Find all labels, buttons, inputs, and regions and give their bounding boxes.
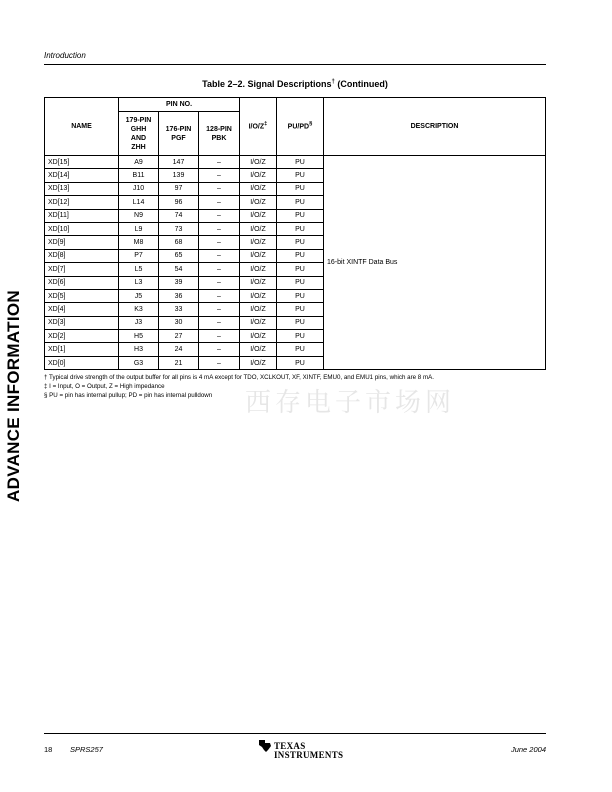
table-title-mark: †	[331, 79, 335, 85]
cell-pin176: 74	[159, 209, 199, 222]
footnote-drive-strength: † Typical drive strength of the output buffer for all pins is 4 mA except for TDO, XCLKOUT, XF, XINTF, EMU0, and EMU1 pins, which are 8 mA.	[44, 374, 434, 381]
cell-pin176: 65	[159, 249, 199, 262]
cell-pin176: 24	[159, 343, 199, 356]
header-io-mark: ‡	[264, 121, 268, 128]
cell-pin179: G3	[119, 356, 159, 369]
cell-pin179: L3	[119, 276, 159, 289]
header-179-line: 179-PIN	[125, 116, 152, 124]
header-176-line: PGF	[171, 134, 186, 142]
cell-pin176: 33	[159, 303, 199, 316]
watermark: 西存电子市场网	[245, 388, 456, 418]
cell-name: XD[6]	[45, 276, 119, 289]
cell-io: I/O/Z	[240, 236, 277, 249]
cell-pin128: –	[199, 263, 240, 276]
cell-pin176: 147	[159, 156, 199, 169]
cell-pin179: H3	[119, 343, 159, 356]
cell-io: I/O/Z	[240, 330, 277, 343]
cell-name: XD[15]	[45, 156, 119, 169]
cell-pin128: –	[199, 276, 240, 289]
cell-pin176: 96	[159, 196, 199, 209]
cell-pin176: 30	[159, 316, 199, 329]
cell-io: I/O/Z	[240, 209, 277, 222]
cell-pin179: A9	[119, 156, 159, 169]
cell-pin128: –	[199, 249, 240, 262]
cell-pin179: P7	[119, 249, 159, 262]
cell-io: I/O/Z	[240, 196, 277, 209]
cell-name: XD[4]	[45, 303, 119, 316]
cell-pin179: J5	[119, 289, 159, 302]
cell-pin176: 97	[159, 182, 199, 195]
cell-pin176: 54	[159, 263, 199, 276]
texas-state-icon	[258, 739, 272, 753]
cell-pu: PU	[277, 303, 324, 316]
cell-pu: PU	[277, 289, 324, 302]
footnote-pu-pd-legend: § PU = pin has internal pullup; PD = pin has internal pulldown	[44, 392, 213, 399]
table-title-suffix: (Continued)	[334, 79, 388, 89]
header-io	[240, 98, 277, 156]
table-title-text: Table 2–2. Signal Descriptions	[202, 79, 332, 89]
cell-pu: PU	[277, 263, 324, 276]
cell-pin128: –	[199, 209, 240, 222]
cell-pin128: –	[199, 289, 240, 302]
cell-pu: PU	[277, 276, 324, 289]
header-179-pin	[119, 112, 159, 156]
publication-date: June 2004	[510, 745, 546, 754]
cell-pu: PU	[277, 316, 324, 329]
cell-name: XD[1]	[45, 343, 119, 356]
cell-pin179: M8	[119, 236, 159, 249]
cell-pu: PU	[277, 209, 324, 222]
cell-io: I/O/Z	[240, 356, 277, 369]
cell-pu: PU	[277, 169, 324, 182]
cell-name: XD[3]	[45, 316, 119, 329]
cell-name: XD[14]	[45, 169, 119, 182]
cell-name: XD[9]	[45, 236, 119, 249]
side-banner-text: ADVANCE INFORMATION	[4, 290, 23, 502]
cell-pin179: K3	[119, 303, 159, 316]
cell-pu: PU	[277, 182, 324, 195]
cell-pin128: –	[199, 182, 240, 195]
cell-pin176: 73	[159, 222, 199, 235]
header-pu-pd	[277, 98, 324, 156]
cell-pu: PU	[277, 343, 324, 356]
cell-pin179: B11	[119, 169, 159, 182]
cell-io: I/O/Z	[240, 169, 277, 182]
table-row	[45, 156, 546, 169]
table-title	[44, 79, 546, 89]
cell-pu: PU	[277, 222, 324, 235]
cell-pin128: –	[199, 156, 240, 169]
footer-rule	[44, 733, 546, 734]
ti-logo-line2: INSTRUMENTS	[274, 750, 344, 760]
header-pu-label: PU/PD	[287, 123, 310, 131]
cell-pin128: –	[199, 356, 240, 369]
cell-pin128: –	[199, 196, 240, 209]
header-179-line: ZHH	[131, 143, 146, 151]
cell-pin179: J10	[119, 182, 159, 195]
ti-logo	[258, 738, 348, 766]
cell-name: XD[11]	[45, 209, 119, 222]
cell-pin128: –	[199, 222, 240, 235]
document-number: SPRS257	[70, 745, 103, 754]
cell-io: I/O/Z	[240, 156, 277, 169]
cell-name: XD[0]	[45, 356, 119, 369]
cell-pu: PU	[277, 236, 324, 249]
cell-name: XD[8]	[45, 249, 119, 262]
cell-pu: PU	[277, 356, 324, 369]
cell-name: XD[2]	[45, 330, 119, 343]
cell-io: I/O/Z	[240, 222, 277, 235]
cell-io: I/O/Z	[240, 303, 277, 316]
signal-table	[44, 97, 546, 370]
header-description: DESCRIPTION	[324, 98, 546, 156]
cell-pin179: H5	[119, 330, 159, 343]
side-banner	[0, 286, 28, 506]
ti-logo-text	[274, 742, 343, 760]
cell-name: XD[7]	[45, 263, 119, 276]
cell-pin176: 39	[159, 276, 199, 289]
header-128-line: 128-PIN	[206, 125, 232, 133]
header-176-pin	[159, 112, 199, 156]
header-179-line: AND	[130, 134, 147, 142]
header-pin-no: PIN NO.	[119, 98, 240, 112]
header-rule	[44, 64, 546, 65]
cell-pin179: L14	[119, 196, 159, 209]
cell-pin176: 36	[159, 289, 199, 302]
cell-pin176: 21	[159, 356, 199, 369]
cell-pin128: –	[199, 169, 240, 182]
cell-io: I/O/Z	[240, 182, 277, 195]
cell-io: I/O/Z	[240, 249, 277, 262]
cell-pin179: L9	[119, 222, 159, 235]
cell-pin128: –	[199, 330, 240, 343]
cell-pin128: –	[199, 316, 240, 329]
cell-name: XD[10]	[45, 222, 119, 235]
cell-pu: PU	[277, 156, 324, 169]
cell-pin128: –	[199, 343, 240, 356]
cell-io: I/O/Z	[240, 316, 277, 329]
cell-pin176: 27	[159, 330, 199, 343]
cell-io: I/O/Z	[240, 289, 277, 302]
cell-pin179: L5	[119, 263, 159, 276]
cell-name: XD[13]	[45, 182, 119, 195]
section-title: Introduction	[44, 51, 86, 60]
cell-io: I/O/Z	[240, 343, 277, 356]
cell-pin176: 68	[159, 236, 199, 249]
header-io-label: I/O/Z	[248, 123, 265, 131]
header-179-line: GHH	[130, 125, 147, 133]
cell-pin128: –	[199, 236, 240, 249]
header-name: NAME	[45, 98, 119, 156]
cell-pin128: –	[199, 303, 240, 316]
cell-pu: PU	[277, 330, 324, 343]
ti-logo-line1: TEXAS	[274, 741, 306, 751]
cell-pin179: N9	[119, 209, 159, 222]
cell-name: XD[12]	[45, 196, 119, 209]
header-176-line: 176-PIN	[165, 125, 192, 133]
cell-pin176: 139	[159, 169, 199, 182]
cell-pin179: J3	[119, 316, 159, 329]
cell-pu: PU	[277, 196, 324, 209]
header-128-pin	[199, 112, 240, 156]
cell-description: 16-bit XINTF Data Bus	[324, 156, 546, 370]
cell-name: XD[5]	[45, 289, 119, 302]
footnote-io-legend: ‡ I = Input, O = Output, Z = High impedance	[44, 383, 165, 390]
cell-io: I/O/Z	[240, 276, 277, 289]
page-number: 18	[44, 745, 53, 754]
header-pu-mark: §	[309, 121, 313, 128]
cell-io: I/O/Z	[240, 263, 277, 276]
header-128-line: PBK	[211, 134, 227, 142]
cell-pu: PU	[277, 249, 324, 262]
